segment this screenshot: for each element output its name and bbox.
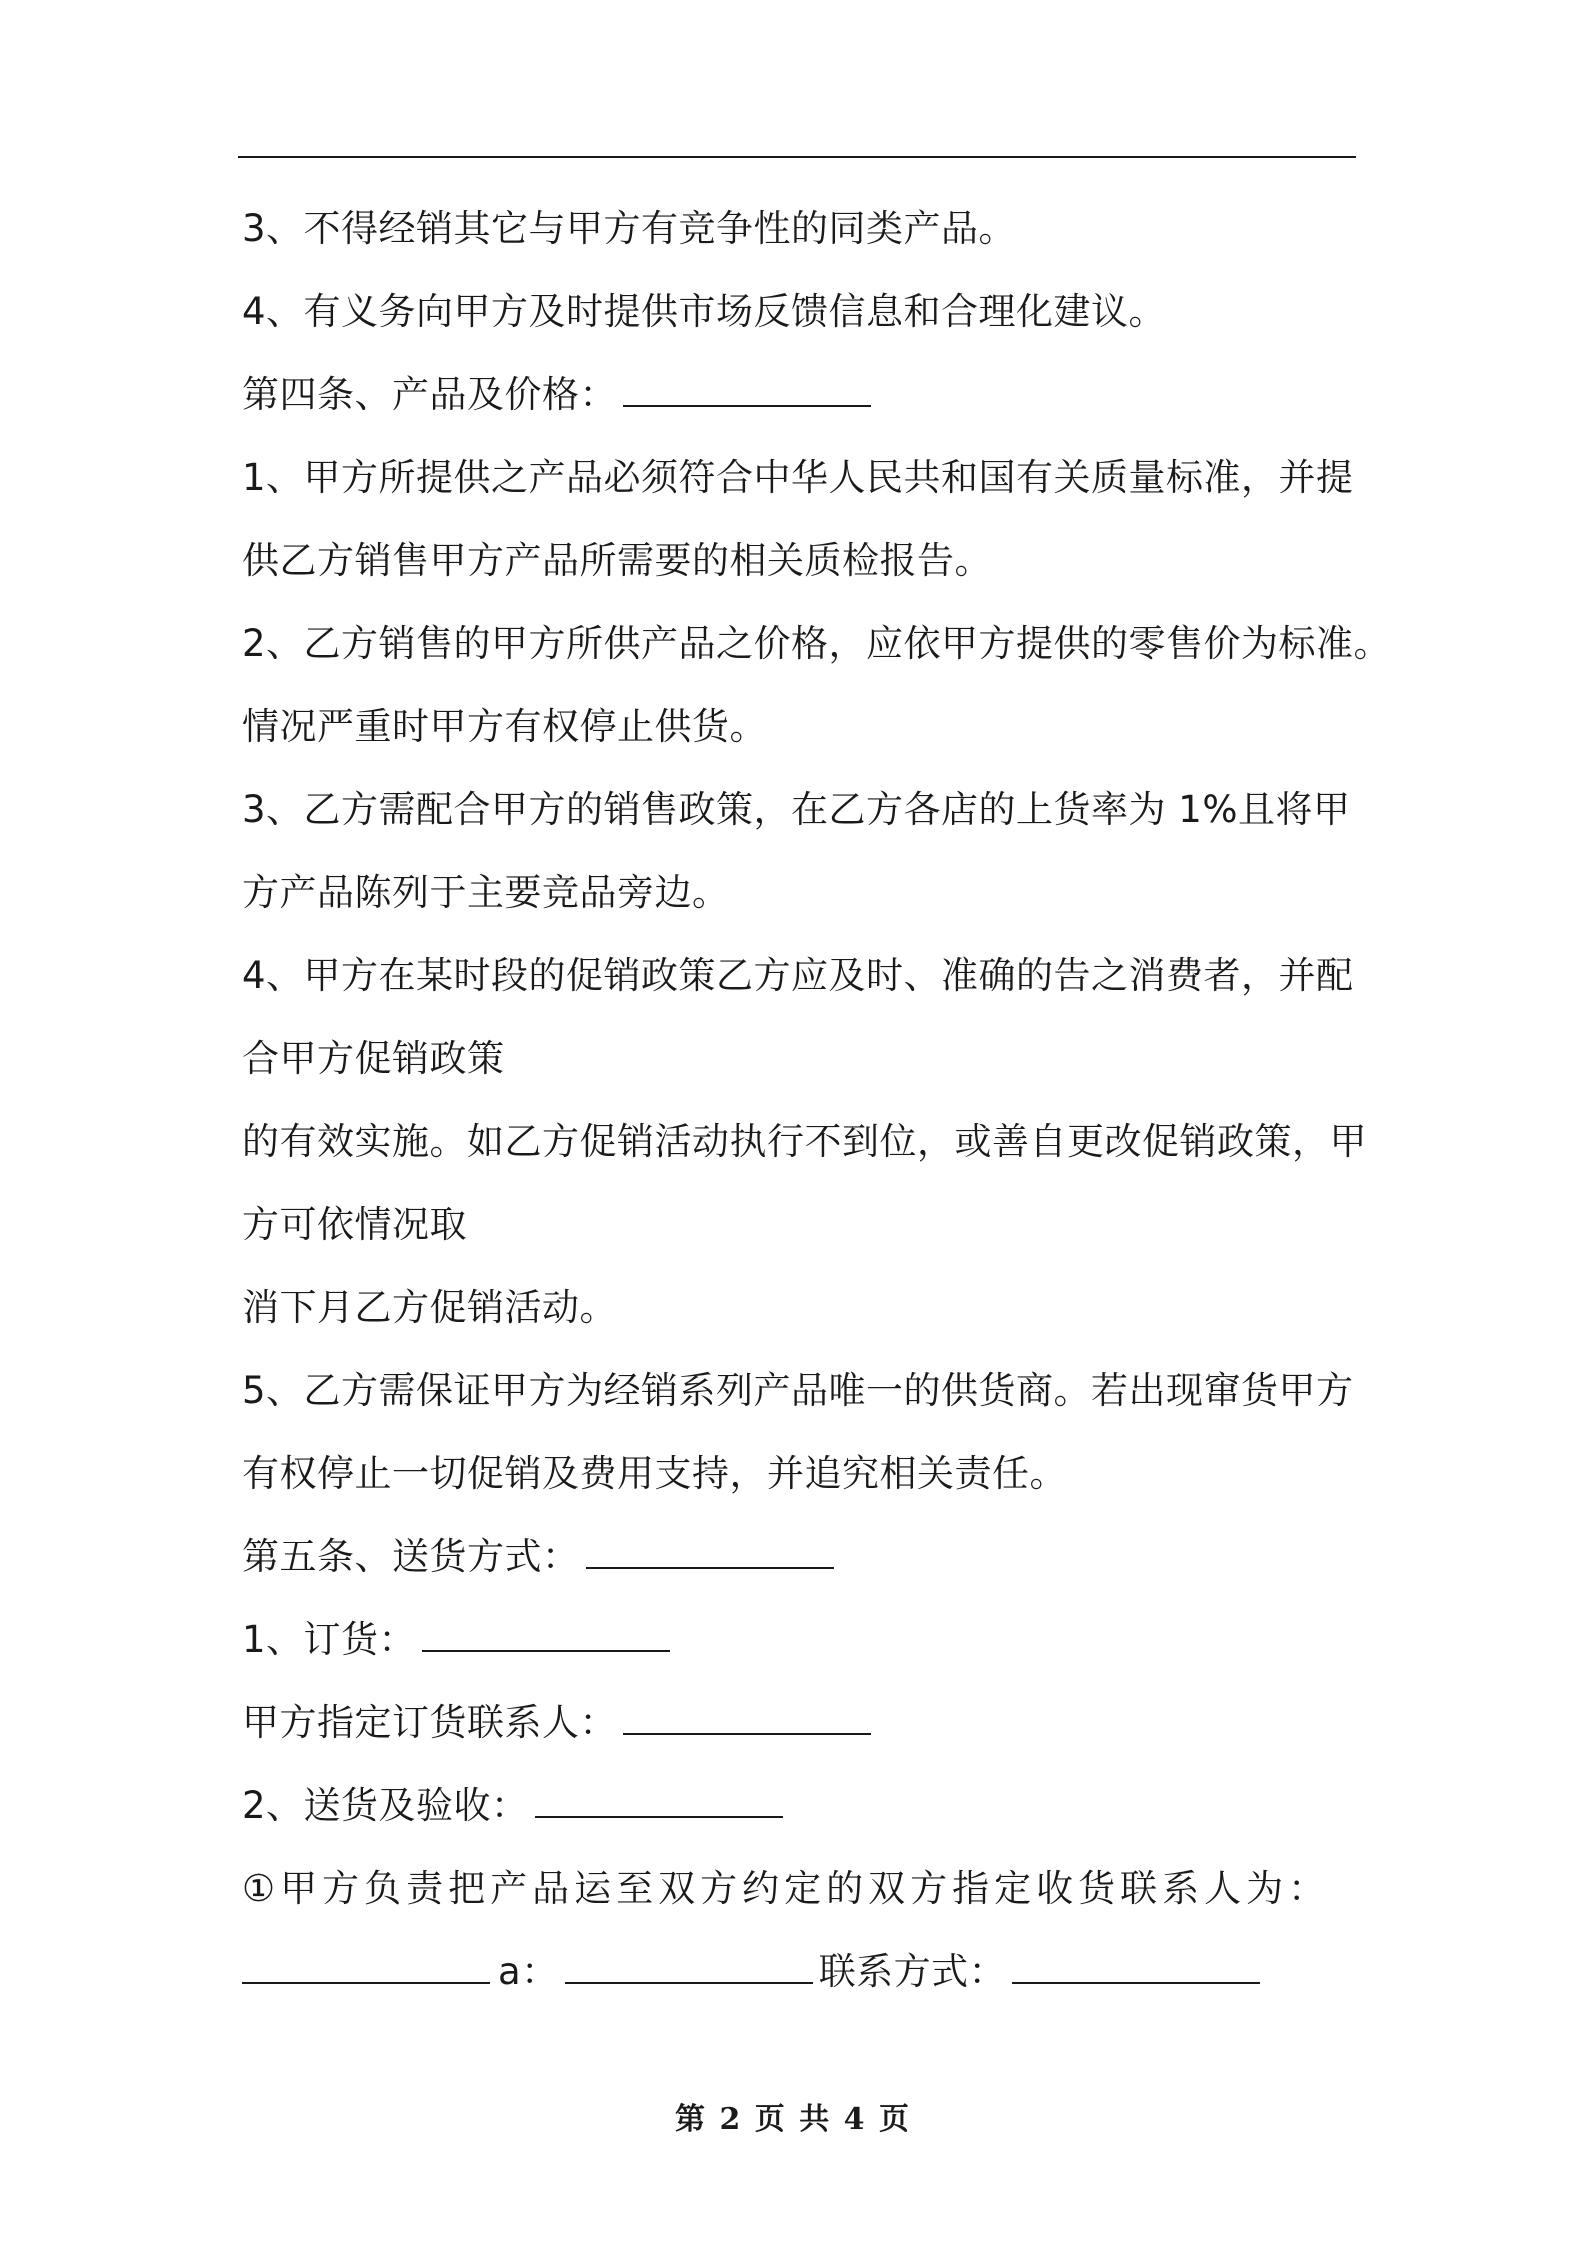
- clause-line: [242, 1609, 1362, 1692]
- document-body: [242, 198, 1392, 2024]
- fill-in-blank: [1012, 1952, 1260, 1984]
- clause-line: 4、有义务向甲方及时提供市场反馈信息和合理化建议。: [242, 290, 1167, 333]
- clause-line: 4、甲方在某时段的促销政策乙方应及时、准确的告之消费者，并配: [242, 954, 1354, 997]
- clause-line: 情况严重时甲方有权停止供货。: [242, 705, 767, 748]
- clause-text: 甲方指定订货联系人：: [242, 1701, 617, 1744]
- fill-in-blank: [565, 1952, 813, 1984]
- fill-in-blank: [623, 1703, 871, 1735]
- clause-line: [242, 1692, 1362, 1775]
- fill-in-blank: [623, 375, 871, 407]
- header-rule: [238, 156, 1356, 158]
- fill-in-blank: [535, 1786, 783, 1818]
- section-heading-text: 第五条、送货方式：: [242, 1535, 580, 1578]
- clause-line: 3、不得经销其它与甲方有竞争性的同类产品。: [242, 207, 1017, 250]
- clause-line: 1、甲方所提供之产品必须符合中华人民共和国有关质量标准，并提: [242, 456, 1354, 499]
- section-heading-text: 第四条、产品及价格：: [242, 373, 617, 416]
- clause-line: 的有效实施。如乙方促销活动执行不到位，或善自更改促销政策，甲: [242, 1120, 1367, 1163]
- clause-line: ①甲方负责把产品运至双方约定的双方指定收货联系人为：: [242, 1867, 1331, 1910]
- clause-line: [242, 1775, 1362, 1858]
- contact-method-label: 联系方式：: [818, 1950, 1007, 1993]
- fill-in-blank: [242, 1952, 490, 1984]
- clause-text: 2、送货及验收：: [242, 1784, 529, 1827]
- clause-line: 方产品陈列于主要竞品旁边。: [242, 871, 730, 914]
- fill-in-blank: [422, 1620, 670, 1652]
- clause-line: 消下月乙方促销活动。: [242, 1286, 617, 1329]
- clause-line: 供乙方销售甲方产品所需要的相关质检报告。: [242, 539, 992, 582]
- page-number-footer: 第 2 页 共 4 页: [675, 2102, 911, 2137]
- clause-line: 合甲方促销政策: [242, 1037, 505, 1080]
- clause-text: 1、订货：: [242, 1618, 417, 1661]
- contact-line: [242, 1941, 1362, 2024]
- section-heading: [242, 1526, 1362, 1609]
- section-heading: [242, 364, 1362, 447]
- clause-line: 有权停止一切促销及费用支持，并追究相关责任。: [242, 1452, 1067, 1495]
- fill-in-blank: [586, 1537, 834, 1569]
- clause-line: 3、乙方需配合甲方的销售政策，在乙方各店的上货率为 1%且将甲: [242, 788, 1351, 831]
- contact-label-a: a：: [498, 1950, 559, 1993]
- clause-line: 5、乙方需保证甲方为经销系列产品唯一的供货商。若出现窜货甲方: [242, 1369, 1354, 1412]
- clause-line: 2、乙方销售的甲方所供产品之价格，应依甲方提供的零售价为标准。: [242, 622, 1392, 665]
- clause-line: 方可依情况取: [242, 1203, 467, 1246]
